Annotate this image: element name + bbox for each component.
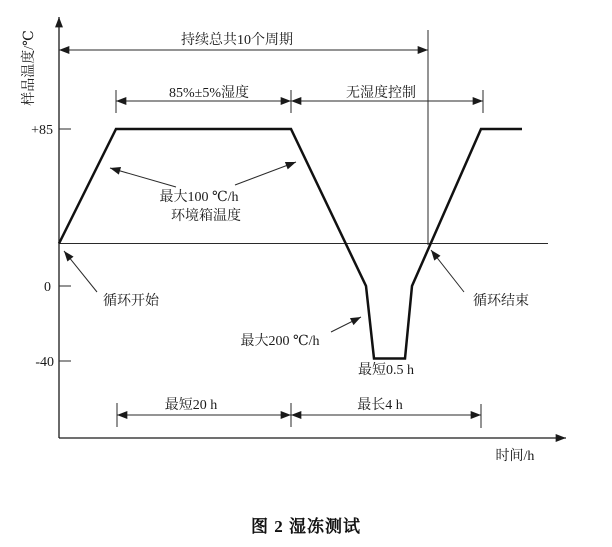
cycle-end-label: 循环结束 bbox=[473, 294, 529, 309]
no-humidity-label: 无湿度控制 bbox=[346, 86, 416, 101]
figure-caption: 图 2 湿冻测试 bbox=[251, 517, 361, 536]
max-freeze-duration-label: 最长4 h bbox=[357, 398, 403, 413]
min-freeze-dwell-label: 最短0.5 h bbox=[358, 363, 414, 378]
max-freeze-rate-label: 最大200 ℃/h bbox=[240, 334, 320, 349]
total-cycles-label: 持续总共10个周期 bbox=[181, 33, 293, 48]
y-axis-title: 样品温度/℃ bbox=[22, 30, 37, 106]
cycle-end-leader bbox=[431, 250, 464, 292]
heat-rate-leader-left bbox=[110, 168, 176, 187]
y-tick-label-plus85: +85 bbox=[31, 123, 53, 138]
humidity-phase-label: 85%±5%湿度 bbox=[168, 86, 250, 101]
heat-rate-leader-right bbox=[235, 162, 296, 185]
chamber-temp-label: 环境箱温度 bbox=[171, 209, 241, 224]
min-humid-duration-label: 最短20 h bbox=[164, 398, 218, 413]
x-axis-title: 时间/h bbox=[495, 449, 535, 464]
max-heat-rate-label: 最大100 ℃/h bbox=[159, 190, 239, 205]
freeze-rate-leader bbox=[331, 317, 361, 332]
y-tick-label-zero: 0 bbox=[44, 280, 51, 295]
cycle-start-label: 循环开始 bbox=[103, 294, 159, 309]
y-tick-label-minus40: -40 bbox=[35, 355, 54, 370]
